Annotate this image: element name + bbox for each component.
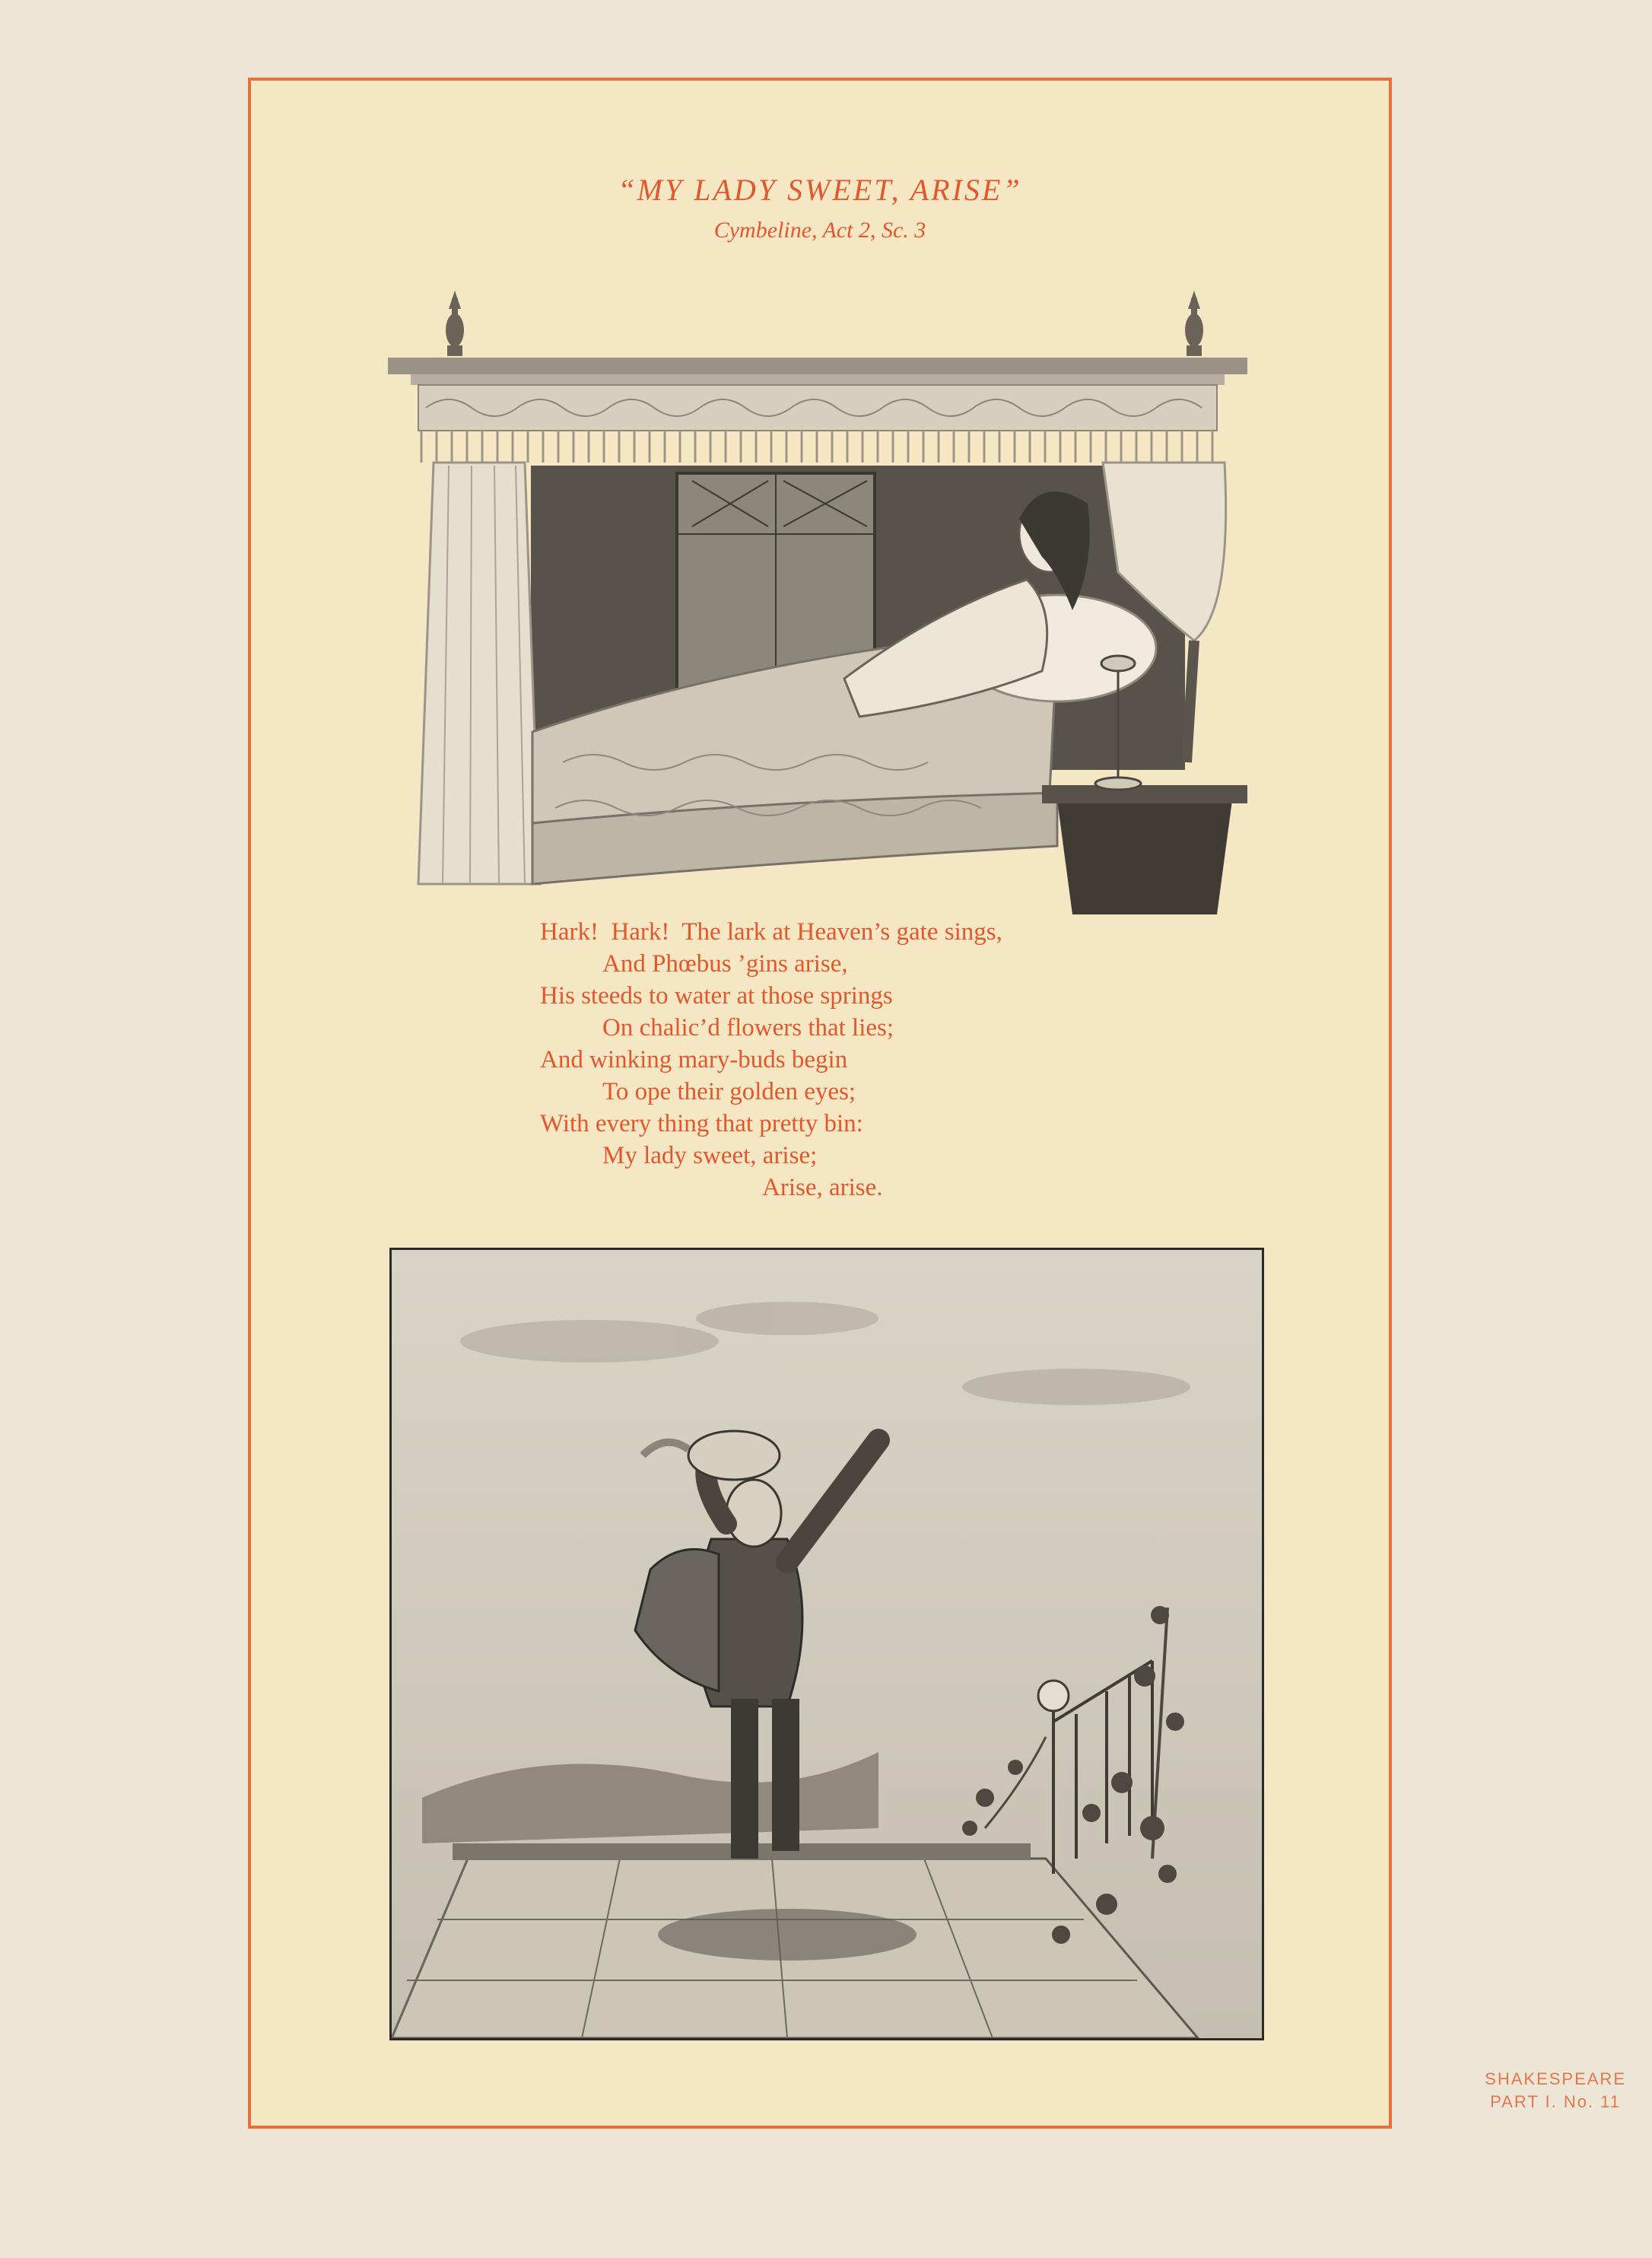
railing-globe: [1038, 1681, 1069, 1711]
poem-line: My lady sweet, arise;: [602, 1142, 818, 1169]
poem: [540, 916, 1225, 1204]
side-table: [1042, 785, 1247, 914]
terrace-illustration: [392, 1250, 1262, 2038]
bed-illustration: [388, 215, 1247, 968]
plate-title: “MY LADY SWEET, ARISE”: [618, 173, 1022, 207]
plate-subtitle: Cymbeline, Act 2, Sc. 3: [713, 218, 926, 243]
finial-left: [446, 291, 464, 356]
poem-line: His steeds to water at those springs: [540, 982, 893, 1010]
series-footer: [1485, 2068, 1626, 2113]
poem-line: Hark! Hark! The lark at Heaven’s gate sings,: [540, 918, 1002, 946]
series-name: SHAKESPEARE: [1485, 2069, 1626, 2088]
finial-right: [1185, 291, 1203, 356]
plate: [248, 78, 1392, 2129]
poem-line: With every thing that pretty bin:: [540, 1110, 863, 1137]
poem-line: And winking mary-buds begin: [540, 1046, 848, 1073]
canopy-cornice: [388, 358, 1247, 374]
curtain-left: [418, 463, 540, 884]
poem-line: To ope their golden eyes;: [602, 1078, 856, 1105]
plumed-hat: [688, 1431, 780, 1480]
figure-shadow: [658, 1909, 917, 1961]
poem-line: Arise, arise.: [762, 1174, 883, 1201]
canopy-frieze: [418, 385, 1217, 431]
canopy-fringe: [421, 431, 1212, 463]
poem-line: And Phœbus ’gins arise,: [602, 950, 848, 978]
poem-line: On chalic’d flowers that lies;: [602, 1014, 894, 1042]
terrace-illustration-frame: [389, 1248, 1264, 2040]
series-part: PART I. No. 11: [1490, 2092, 1622, 2111]
